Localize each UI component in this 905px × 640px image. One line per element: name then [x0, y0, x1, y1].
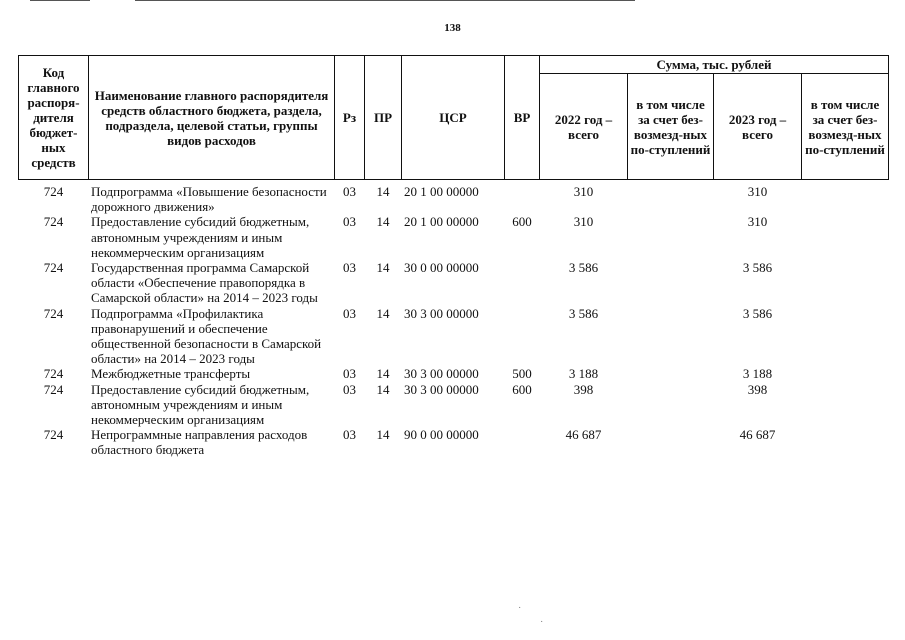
table-body — [19, 180, 889, 458]
cell-vr: 600 — [512, 381, 532, 397]
page-number: 138 — [444, 22, 461, 34]
cell-csr: 30 0 00 00000 — [404, 260, 479, 276]
cell-code: 724 — [43, 214, 64, 230]
cell-2022-free — [628, 427, 714, 457]
cell-rz: 03 — [343, 381, 356, 397]
cell-2023-total: 310 — [747, 214, 768, 230]
cell-rz: 03 — [343, 214, 356, 230]
cell-name: Подпрограмма «Повышение безопасности дорожного движения» — [91, 184, 327, 215]
header-code: Код главного распоря-дителя бюджет-ных средств — [19, 56, 89, 180]
cell-csr: 20 1 00 00000 — [404, 184, 479, 199]
cell-code: 724 — [43, 381, 64, 397]
cell-2023-total: 3 586 — [742, 260, 773, 276]
cell-code: 724 — [43, 366, 64, 382]
cell-csr: 30 3 00 00000 — [404, 366, 479, 382]
header-csr: ЦСР — [402, 56, 505, 180]
table-row — [19, 184, 889, 214]
cell-pr: 14 — [376, 381, 390, 397]
cell-csr: 30 3 00 00000 — [404, 381, 479, 397]
scan-speck-mark: ˙ — [518, 606, 522, 617]
cell-name: Подпрограмма «Профилактика правонарушений и обеспечение общественной безопасности в Самарской области» на 2014 – 2023 годы — [91, 305, 322, 367]
cell-pr: 14 — [376, 427, 390, 443]
cell-2022-free — [628, 260, 714, 306]
cell-code: 724 — [43, 427, 64, 443]
header-2022-total: 2022 год – всего — [540, 74, 628, 180]
header-name: Наименование главного распорядителя средств областного бюджета, раздела, подраздела, целевой статьи, группы видов расходов — [89, 56, 335, 180]
cell-2022-free — [628, 366, 714, 381]
cell-2022-total: 3 586 — [568, 305, 599, 321]
cell-csr: 20 1 00 00000 — [404, 214, 479, 230]
cell-2022-total: 310 — [573, 184, 594, 199]
cell-rz: 03 — [343, 305, 356, 321]
cell-2023-free — [802, 184, 889, 214]
table-row — [19, 382, 889, 428]
table-row — [19, 260, 889, 306]
cell-2023-total: 3 188 — [742, 366, 773, 382]
cell-name: Межбюджетные трансферты — [91, 366, 251, 382]
cell-pr: 14 — [376, 305, 390, 321]
cell-2022-total: 3 586 — [568, 260, 599, 276]
table-row — [19, 306, 889, 367]
cell-2022-free — [628, 214, 714, 260]
cell-code: 724 — [43, 305, 64, 321]
cell-2023-free — [802, 306, 889, 367]
cell-2022-free — [628, 306, 714, 367]
top-edge-line-right — [135, 0, 635, 1]
header-pr: ПР — [365, 56, 402, 180]
cell-2023-free — [802, 427, 889, 457]
cell-rz: 03 — [343, 427, 356, 443]
cell-2023-total: 46 687 — [739, 427, 776, 443]
cell-vr: 500 — [512, 366, 532, 382]
header-rz: Рз — [335, 56, 365, 180]
cell-pr: 14 — [376, 214, 390, 230]
cell-2023-free — [802, 260, 889, 306]
cell-vr — [505, 184, 540, 214]
cell-rz: 03 — [343, 366, 356, 382]
cell-code: 724 — [43, 184, 64, 199]
header-sum-group: Сумма, тыс. рублей — [540, 56, 889, 74]
table-row — [19, 214, 889, 260]
header-2022-free: в том числе за счет без-возмезд-ных по-ступлений — [628, 74, 714, 180]
cell-2022-total: 310 — [573, 214, 594, 230]
cell-pr: 14 — [376, 366, 390, 382]
cell-name: Государственная программа Самарской области «Обеспечение правопорядка в Самарской области» на 2014 – 2023 годы — [91, 260, 318, 306]
cell-2023-free — [802, 382, 889, 428]
cell-csr: 30 3 00 00000 — [404, 305, 479, 321]
cell-name: Предоставление субсидий бюджетным, автономным учреждениям и иным некоммерческим организациям — [91, 214, 310, 260]
top-edge-line-left — [30, 0, 90, 1]
cell-pr: 14 — [376, 260, 390, 276]
cell-2022-total: 46 687 — [565, 427, 602, 443]
cell-csr: 90 0 00 00000 — [404, 427, 479, 443]
cell-vr: 600 — [512, 214, 532, 230]
cell-name: Непрограммные направления расходов областного бюджета — [91, 427, 308, 458]
cell-2023-free — [802, 214, 889, 260]
cell-code: 724 — [43, 260, 64, 276]
cell-2023-total: 398 — [747, 381, 768, 397]
cell-name: Предоставление субсидий бюджетным, автономным учреждениям и иным некоммерческим организациям — [91, 381, 310, 428]
cell-2022-total: 3 188 — [568, 366, 599, 382]
header-2023-total: 2023 год – всего — [714, 74, 802, 180]
cell-rz: 03 — [343, 260, 356, 276]
header-vr: ВР — [505, 56, 540, 180]
cell-2022-total: 398 — [573, 381, 594, 397]
cell-2022-free — [628, 382, 714, 428]
cell-vr — [505, 260, 540, 306]
cell-2022-free — [628, 184, 714, 214]
table-header — [19, 56, 889, 180]
cell-2023-free — [802, 366, 889, 381]
cell-pr: 14 — [376, 184, 390, 199]
header-2023-free: в том числе за счет без-возмезд-ных по-ступлений — [802, 74, 889, 180]
scan-speck-mark-2: ˙ — [540, 620, 544, 631]
cell-2023-total: 310 — [747, 184, 768, 199]
cell-vr — [505, 306, 540, 367]
cell-rz: 03 — [343, 184, 356, 199]
budget-table — [18, 55, 889, 458]
cell-vr — [505, 427, 540, 457]
cell-2023-total: 3 586 — [742, 305, 773, 321]
table-row — [19, 366, 889, 381]
table-row — [19, 427, 889, 457]
